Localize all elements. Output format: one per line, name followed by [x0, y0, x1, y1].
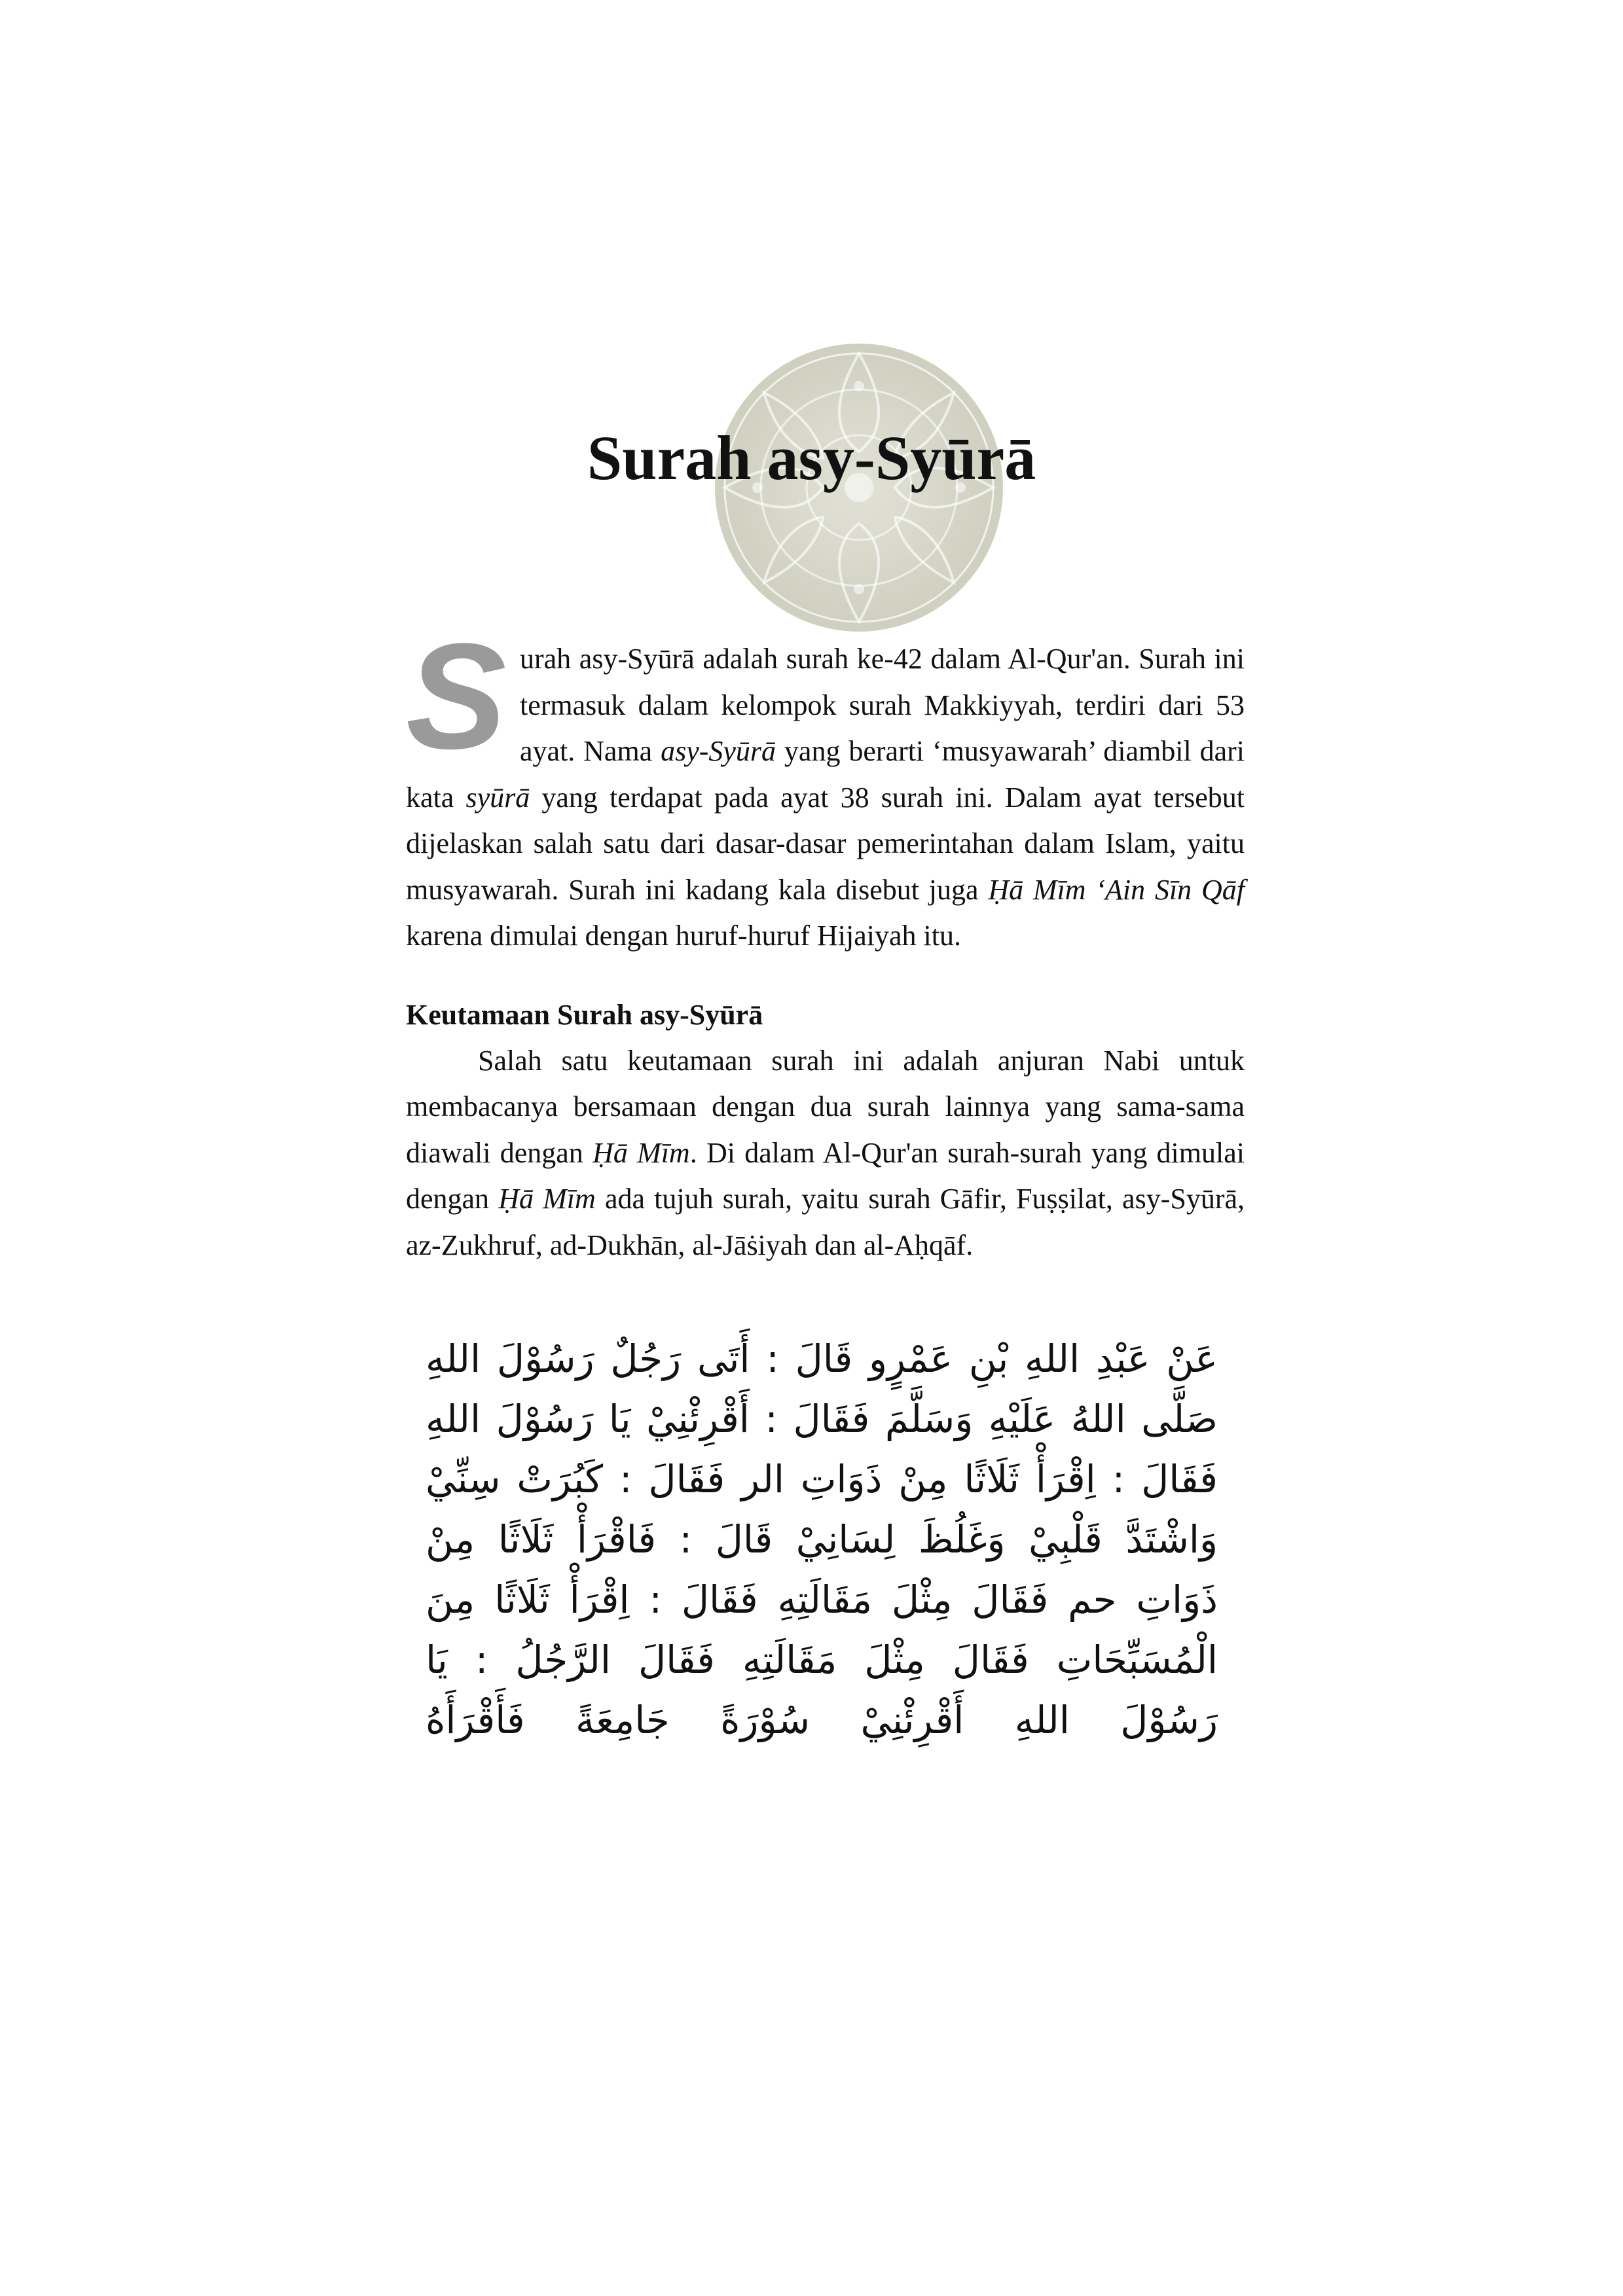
article-body: [406, 636, 1245, 1268]
intro-text-1: urah asy-Syūrā adalah surah ke-42 dalam Al-Qur'an. Surah ini termasuk dalam kelompok surah Makkiyyah, terdiri dari 53 ayat. Nama: [520, 643, 1245, 767]
intro-text-3: yang terdapat pada ayat 38 surah ini. Dalam ayat tersebut dijelaskan salah satu dari dasar-dasar pemerintahan dalam Islam, yaitu musyawarah. Surah ini kadang kala disebut juga: [406, 781, 1245, 906]
term-ha-mim-1: Ḥā Mīm: [593, 1136, 690, 1169]
section-text-2: . Di dalam Al-Qur'an surah-surah yang dimulai dengan: [406, 1136, 1245, 1215]
arabic-hadith-text: عَنْ عَبْدِ اللهِ بْنِ عَمْرٍو قَالَ : أَتَى رَجُلٌ رَسُوْلَ اللهِ صَلَّى اللهُ عَلَيْهِ وَسَلَّمَ فَقَالَ : أَقْرِئْنِيْ يَا رَسُوْلَ اللهِ فَقَالَ : اِقْرَأْ ثَلَاثًا مِنْ ذَوَاتِ الر فَقَالَ : كَبُرَتْ سِنِّيْ وَاشْتَدَّ قَلْبِيْ وَغَلُظَ لِسَانِيْ قَالَ : فَاقْرَأْ ثَلَاثًا مِنْ ذَوَاتِ حم فَقَالَ مِثْلَ مَقَالَتِهِ فَقَالَ : اِقْرَأْ ثَلَاثًا مِنَ الْمُسَبِّحَاتِ فَقَالَ مِثْلَ مَقَالَتِهِ فَقَالَ الرَّجُلُ : يَا رَسُوْلَ اللهِ أَقْرِئْنِيْ سُوْرَةً جَامِعَةً فَأَقْرَأَهُ: [426, 1336, 1218, 1742]
intro-text-2: yang berarti ‘musyawarah’ diambil dari kata: [406, 735, 1245, 814]
section-paragraph: [406, 1038, 1245, 1269]
section-text-3: ada tujuh surah, yaitu surah Gāfir, Fuṣṣilat, asy-Syūrā, az-Zukhruf, ad-Dukhān, al-Jāṡiyah dan al-Aḥqāf.: [406, 1183, 1245, 1261]
section-text-1: Salah satu keutamaan surah ini adalah anjuran Nabi untuk membacanya bersamaan dengan dua surah lainnya yang sama-sama diawali dengan: [406, 1044, 1245, 1169]
drop-cap-text: S: [406, 640, 507, 764]
intro-text-4: karena dimulai dengan huruf-huruf Hijaiyah itu.: [406, 920, 961, 952]
term-asy-syura: asy-Syūrā: [661, 735, 776, 767]
term-ha-mim-2: Ḥā Mīm: [498, 1183, 596, 1215]
term-ha-mim-ain-sin-qaf: Ḥā Mīm ‘Ain Sīn Qāf: [988, 873, 1245, 906]
page-title: Surah asy-Syūrā: [587, 423, 1036, 493]
drop-cap-letter: [406, 640, 511, 764]
intro-paragraph: [406, 636, 1245, 960]
section-heading: Keutamaan Surah asy-Syūrā: [406, 998, 763, 1031]
term-syura: syūrā: [465, 781, 530, 814]
